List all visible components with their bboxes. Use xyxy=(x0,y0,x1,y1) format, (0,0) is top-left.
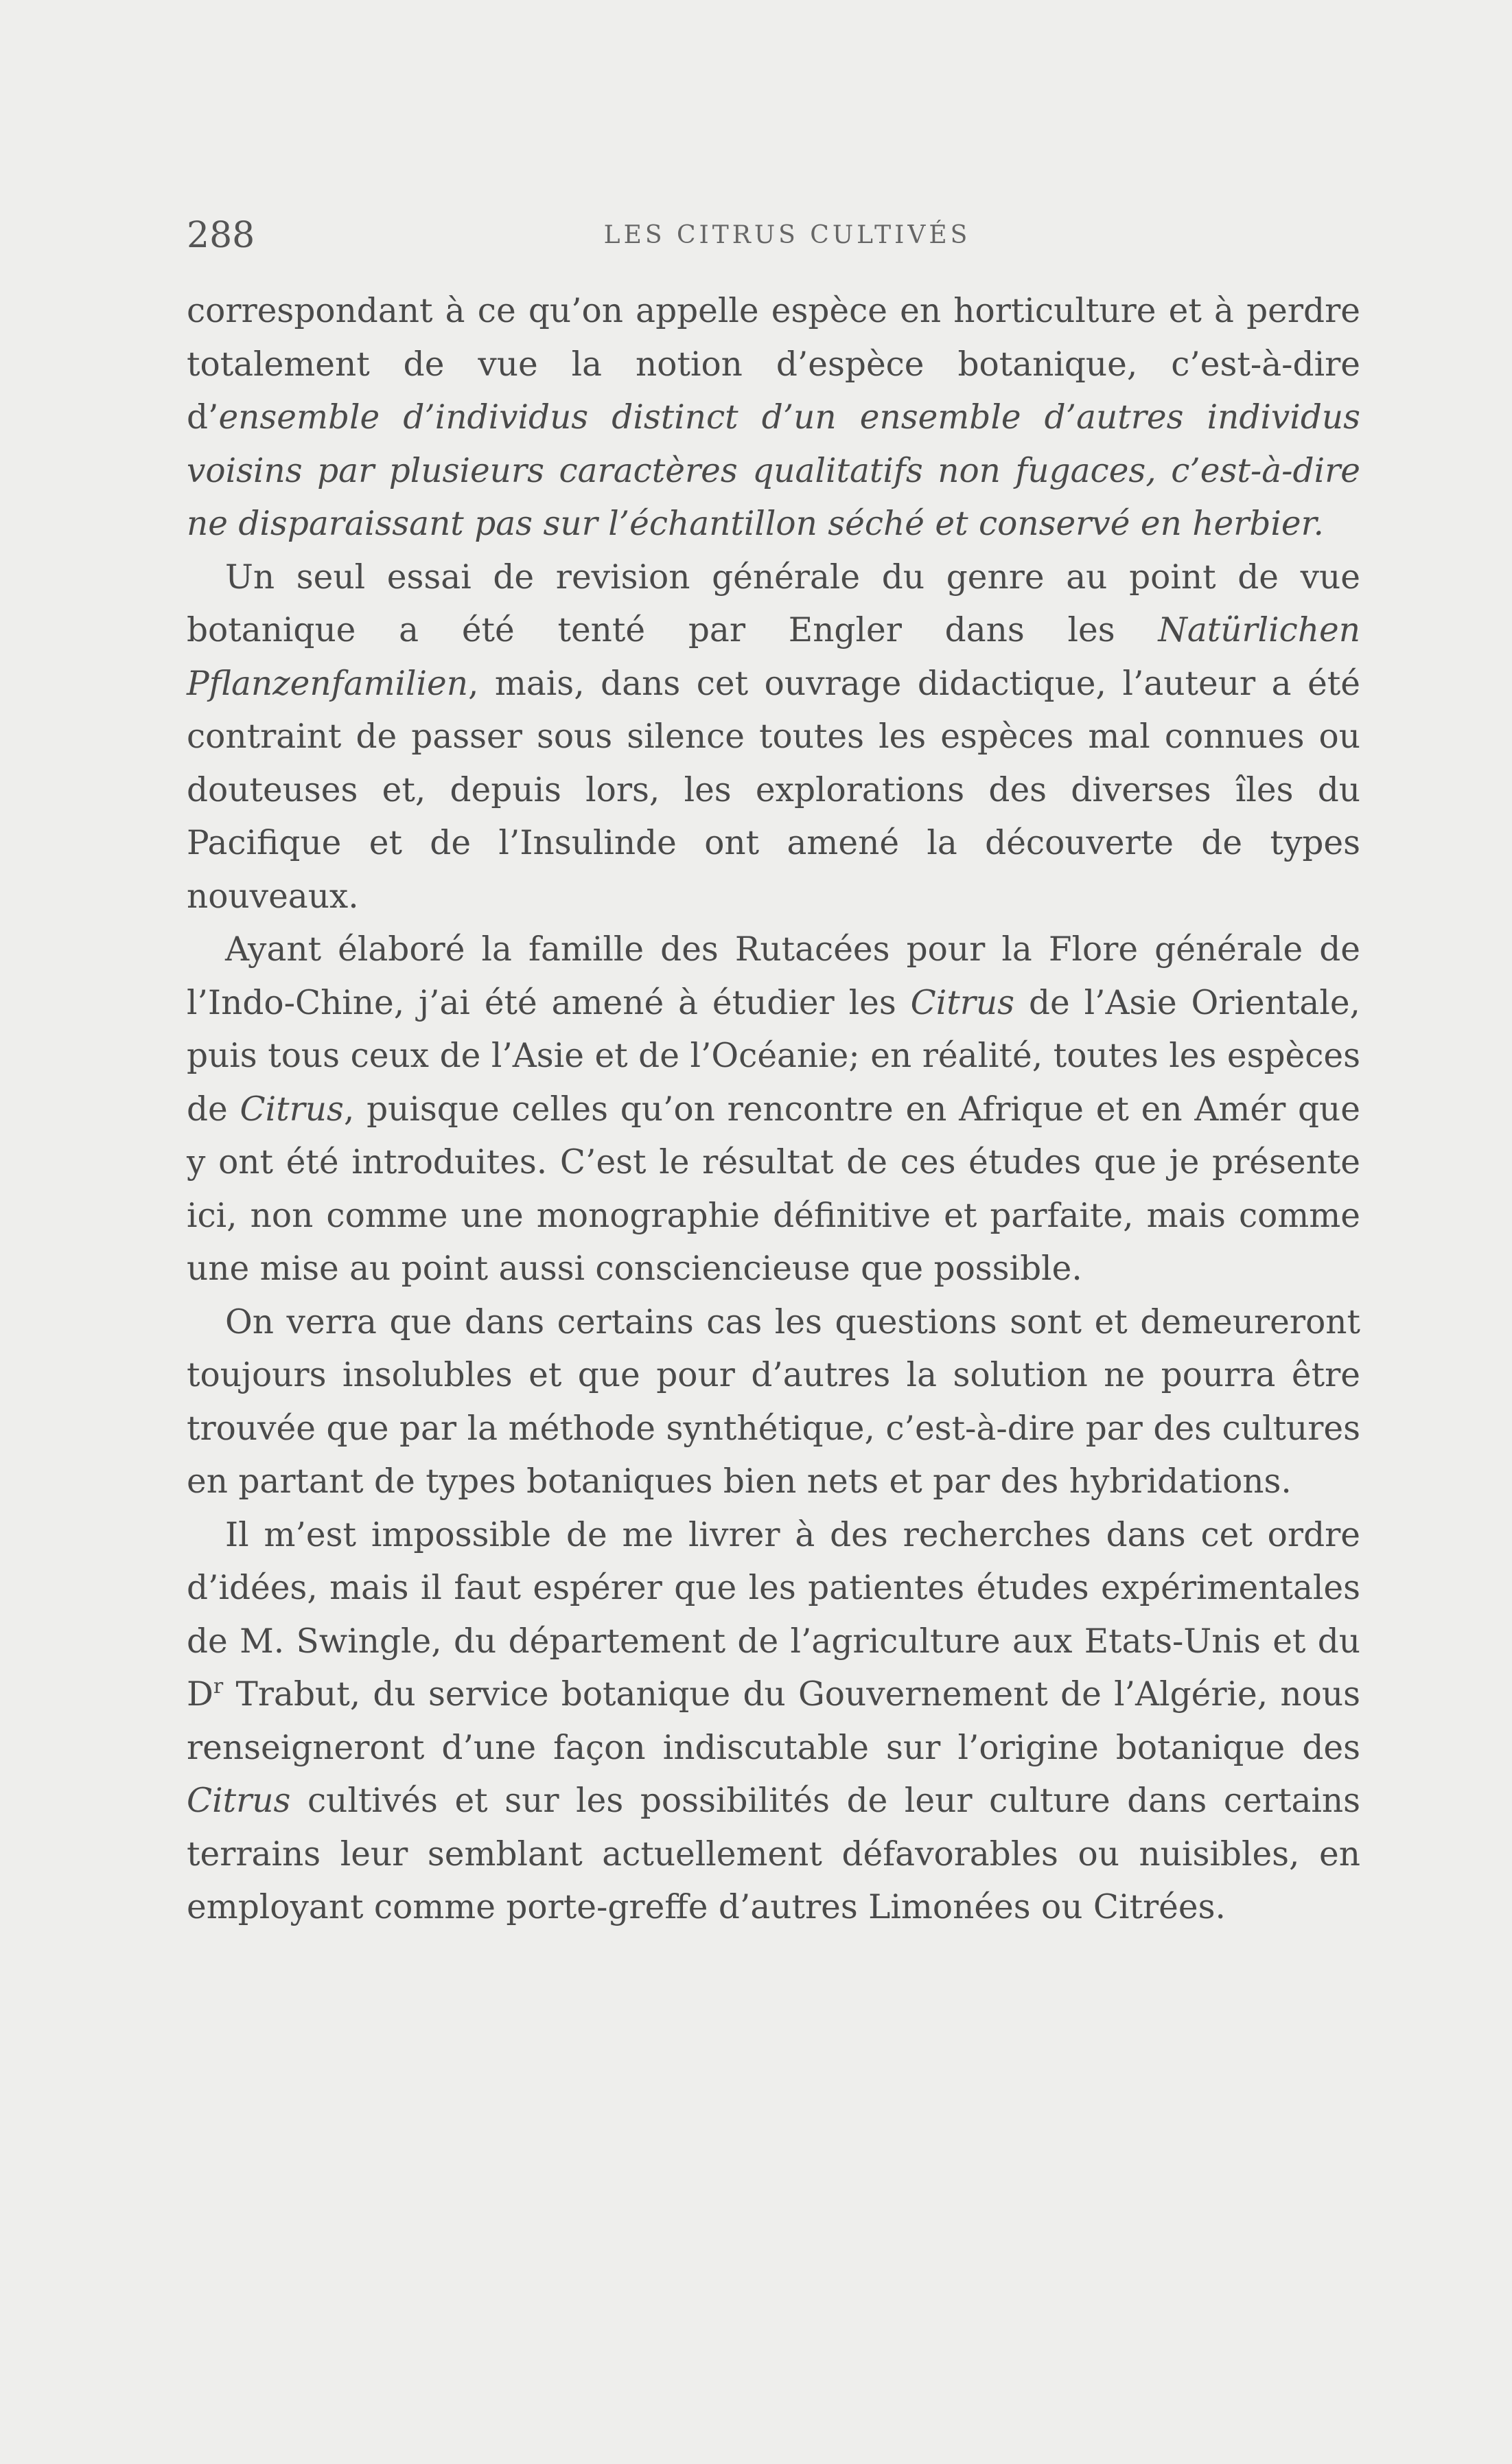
text-run: On verra que dans certains cas les questions sont et demeureront toujours insolubles et que pour d’autres la solution ne pourra être trouvée que par la méthode synthétique, c’est-à-dire par des cultures en partant de types botaniques bien nets et par des hybridations. xyxy=(187,1302,1360,1501)
paragraph xyxy=(187,1509,1360,1935)
text-run: , mais, dans cet ouvrage didactique, l’auteur a été contraint de passer sous silence toutes les espèces mal connues ou douteuses et, depuis lors, les explorations des diverses îles du Pacifique et de l’Insulinde ont amené la découverte de types nouveaux. xyxy=(187,664,1360,916)
paragraph xyxy=(187,285,1360,551)
text-run: de l’Asie Orientale, puis tous ceux de l’Asie et de l’Océanie; en réalité, toutes les espèces de xyxy=(187,983,1360,1129)
body-text xyxy=(187,285,1360,1935)
paragraph xyxy=(187,923,1360,1296)
page-header xyxy=(187,211,1360,260)
text-run: cultivés et sur les possibilités de leur culture dans certains terrains leur semblant actuellement défavorables ou nuisibles, en employant comme porte-greffe d’autres Limonées ou Citrées. xyxy=(187,1782,1360,1926)
text-run: , puisque celles qu’on rencontre en Afrique et en Amér que y ont été introduites. C’est le résultat de ces études que je présente ici, non comme une monographie définitive et parfaite, mais comme une mise au point aussi consciencieuse que possible. xyxy=(187,1090,1360,1288)
italic-text: Citrus xyxy=(910,983,1015,1022)
italic-text: Citrus xyxy=(240,1090,344,1129)
text-run: Il m’est impossible de me livrer à des recherches dans cet ordre d’idées, mais il faut espérer que les patientes études expérimentales de M. Swingle, du département de l’agriculture aux Etats-Unis et du D xyxy=(187,1515,1360,1714)
text-run: Ayant élaboré la famille des Rutacées pour la Flore générale de l’Indo-Chine, j’ai été amené à étudier les xyxy=(187,930,1360,1022)
running-head: LES CITRUS CULTIVÉS xyxy=(603,221,971,249)
page-number: 288 xyxy=(187,215,255,256)
italic-text: Natürlichen Pflanzenfamilien xyxy=(187,611,1360,703)
paragraph xyxy=(187,551,1360,924)
superscript: r xyxy=(213,1674,224,1699)
text-run: correspondant à ce qu’on appelle espèce en horticulture et à perdre totalement de vue la notion d’espèce botanique, c’est-à-dire d’ xyxy=(187,292,1360,437)
italic-text: Citrus xyxy=(187,1782,291,1820)
text-run: Trabut, du service botanique du Gouvernement de l’Algérie, nous renseigneront d’une façon indiscutable sur l’origine botanique des xyxy=(187,1675,1360,1767)
paragraph xyxy=(187,1296,1360,1509)
italic-text: ensemble d’individus distinct d’un ensemble d’autres individus voisins par plusieurs caractères qualitatifs non fugaces, c’est-à-dire ne disparaissant pas sur l’échantillon séché et conservé en herbier. xyxy=(187,398,1360,543)
text-run: Un seul essai de revision générale du genre au point de vue botanique a été tenté par Engler dans les xyxy=(187,557,1360,649)
